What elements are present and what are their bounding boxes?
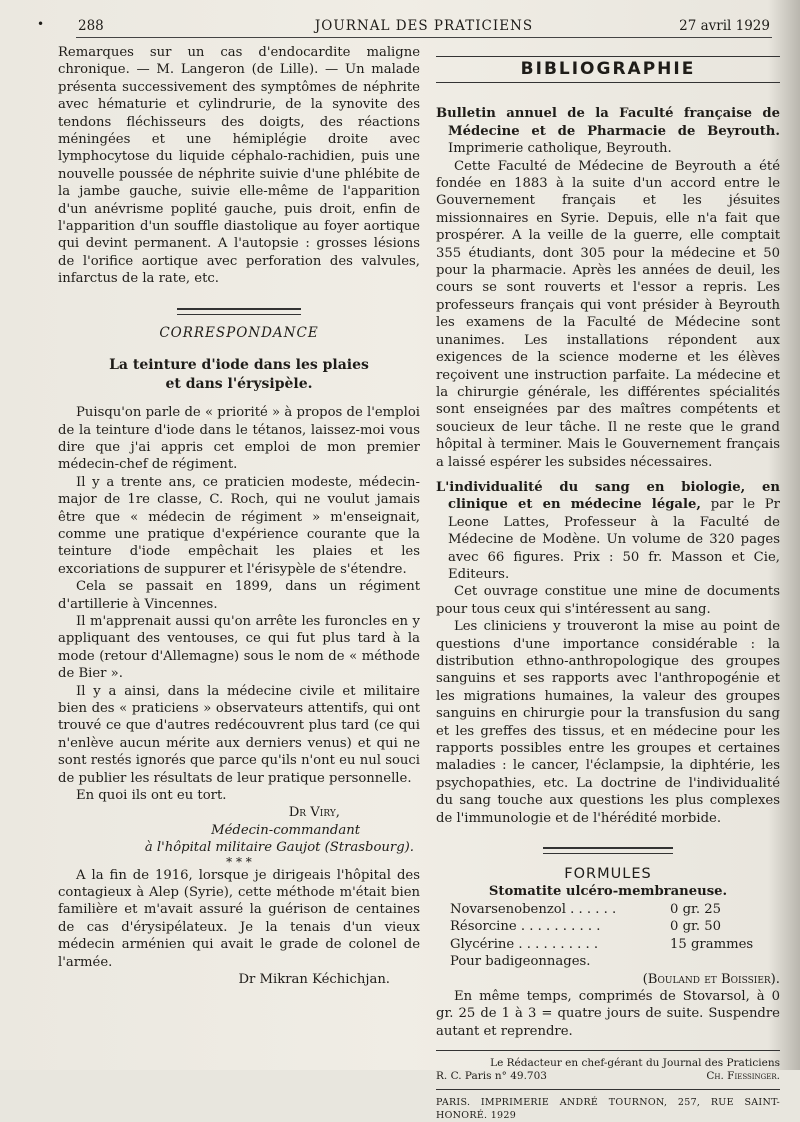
bibliography-entry-2 bbox=[436, 479, 780, 583]
entry-1-title: Bulletin annuel de la Faculté française de Médecine et de Pharmacie de Beyrouth. bbox=[436, 106, 780, 139]
prescription-line bbox=[436, 936, 780, 953]
second-letter: A la fin de 1916, lorsque je dirigeais l'hôpital des contagieux à Alep (Syrie), cette méthode m'était bien familière et m'avait assuré la guérison de centaines de cas d'érysipélateux. Je la tenais d'un vieux médecin arménien qui avait le grade de colonel de l'armée. bbox=[58, 867, 420, 970]
bibliographie-heading: BIBLIOGRAPHIE bbox=[436, 56, 780, 83]
letter-paragraph: En quoi ils ont eu tort. bbox=[76, 788, 227, 804]
drug-name: Glycérine . . . . . . . . . . bbox=[450, 936, 599, 952]
margin-dot: • bbox=[37, 17, 45, 31]
imprint bbox=[436, 1057, 780, 1122]
drug-dose: 0 gr. 25 bbox=[670, 901, 722, 917]
footer-rule bbox=[436, 1050, 780, 1051]
editor-line: Le Rédacteur en chef-gérant du Journal des Praticiens bbox=[490, 1057, 780, 1070]
editor-row bbox=[436, 1070, 780, 1083]
left-column bbox=[58, 44, 420, 989]
prescription-line bbox=[436, 901, 780, 918]
letter-paragraph: Il m'apprenait aussi qu'on arrête les furoncles en y appliquant des ventouses, ce qui fut plus tard à la mode (retour d'Allemagne) sous le nom de « méthode de Bier ». bbox=[58, 613, 420, 682]
section-rule bbox=[177, 308, 301, 315]
entry-2-publisher: par le Pr Leone Lattes, Professeur à la Faculté de Médecine de Modène. Un volume de 320 pages avec 66 figures. Prix : 50 fr. Masson et Cie, Editeurs. bbox=[448, 497, 780, 582]
entry-2-title: L'individualité du sang en biologie, en clinique et en médecine légale, bbox=[436, 479, 780, 513]
header-rule bbox=[76, 37, 772, 38]
article-title-line-1: La teinture d'iode dans les plaies bbox=[109, 357, 369, 374]
drug-dose: 15 grammes bbox=[670, 936, 754, 952]
article-title-line-2: et dans l'érysipèle. bbox=[165, 376, 313, 393]
entry-1-review: Cette Faculté de Médecine de Beyrouth a été fondée en 1883 à la suite d'un accord entre le Gouvernement français et les jésuites missionnaires en Syrie. Depuis, elle n'a fait que prospérer. A la veille de la guerre, elle comptait 355 étudiants, dont 305 pour la médecine et 50 pour la pharmacie. Après les années de deuil, les cours se sont rouverts et l'essor a repris. Les professeurs français qui vont présider à Beyrouth les examens de la Faculté de Médecine sont unanimes. Les installations répondent aux exigences de la science moderne et les élèves reçoivent une instruction parfaite. La médecine et la chirurgie générale, les différentes spécialités sont enseignées par des maîtres compétents et soucieux de leur tâche. Il ne reste que le grand hôpital à terminer. Mais le Gouvernement français a laissé espérer les subsides nécessaires. bbox=[436, 158, 780, 470]
separator-stars: * * * bbox=[226, 854, 252, 869]
formules-heading: FORMULES bbox=[564, 866, 652, 883]
endocarditis-note: Remarques sur un cas d'endocardite maligne chronique. — M. Langeron (de Lille). — Un malade présenta successivement des symptômes de néphrite avec hématurie et cylindrurie, de la synovite des tendons fléchisseurs des doigts, des réactions méningées et une hémiplégie droite avec lymphocytose du liquide céphalo-rachidien, puis une nouvelle poussée de néphrite suivie d'une phlébite de la jambe gauche, suivie elle-même de l'apparition d'un anévrisme poplité gauche, puis droit, enfin de l'apparition d'un souffle diastolique au foyer aortique qui devint permanent. A l'autopsie : grosses lésions de l'orifice aortique avec perforation des valvules, infarctus de la rate, etc. bbox=[58, 45, 420, 287]
signature-viry: Dr Viry, bbox=[288, 805, 340, 821]
running-header bbox=[78, 18, 770, 38]
entry-2-review: Cet ouvrage constitue une mine de documents pour tous ceux qui s'intéressent au sang. bbox=[436, 584, 780, 617]
prescription-line bbox=[436, 918, 780, 935]
letter-paragraph: Cela se passait en 1899, dans un régiment d'artillerie à Vincennes. bbox=[58, 579, 420, 612]
prescription-authors: (Bouland et Boissier). bbox=[642, 971, 780, 987]
editor-name: Ch. Fiessinger. bbox=[706, 1070, 780, 1083]
entry-1-publisher: Imprimerie catholique, Beyrouth. bbox=[448, 141, 672, 157]
entry-2-review: Les cliniciens y trouveront la mise au point de questions d'une importance considérable : la distribution ethno-anthropologique des groupes sanguins et ses rapports avec l'anthropogénie et les migrations humaines, la valeur des groupes sanguins en chirurgie pour la transfusion du sang et les greffes des tissus, et en médecine pour les rapports possibles entre les groupes et certaines maladies : le cancer, l'éclampsie, la diphtérie, les psychopathies, etc. La doctrine de l'individualité du sang touche aux questions les plus complexes de l'immunologie et de l'hérédité morbide. bbox=[436, 619, 780, 826]
prescription-usage: Pour badigeonnages. bbox=[450, 954, 591, 970]
journal-title: JOURNAL DES PRATICIENS bbox=[314, 18, 534, 34]
page-number: 288 bbox=[78, 18, 104, 34]
letter-paragraph: Il y a trente ans, ce praticien modeste, médecin-major de 1re classe, C. Roch, qui ne voulut jamais être que « médecin de régiment » m'enseignait, comme une pratique d'expérience courante que la teinture d'iode empêchait les plaies et les excoriations de suppurer et l'érisypèle de s'étendre. bbox=[58, 474, 420, 577]
issue-date: 27 avril 1929 bbox=[679, 18, 770, 34]
bibliography-entry-1 bbox=[436, 105, 780, 157]
signature-hospital: à l'hôpital militaire Gaujot (Strasbourg). bbox=[144, 840, 414, 856]
imprint-rule bbox=[436, 1089, 780, 1090]
registry-number: R. C. Paris n° 49.703 bbox=[436, 1070, 547, 1083]
printer-line: PARIS. IMPRIMERIE ANDRÉ TOURNON, 257, RUE SAINT-HONORÉ. 1929 bbox=[436, 1097, 780, 1122]
letter-paragraph: Il y a ainsi, dans la médecine civile et militaire bien des « praticiens » observateurs attentifs, qui ont trouvé ce que d'autres redécouvrent plus tard (ce qui n'enlève aucun mérite aux derniers venus) et qui ne sont restés ignorés que parce qu'ils n'ont eu nul souci de publier les résultats de leur pratique personnelle. bbox=[58, 683, 420, 786]
drug-name: Novarsenobenzol . . . . . . bbox=[450, 901, 617, 917]
formules-rule bbox=[543, 847, 673, 854]
correspondance-heading: CORRESPONDANCE bbox=[159, 324, 319, 341]
drug-name: Résorcine . . . . . . . . . . bbox=[450, 919, 601, 935]
drug-dose: 0 gr. 50 bbox=[670, 919, 722, 935]
letter-paragraph: Puisqu'on parle de « priorité » à propos de l'emploi de la teinture d'iode dans le tétanos, laissez-moi vous dire que j'ai appris cet emploi de mon premier médecin-chef de régiment. bbox=[58, 405, 420, 473]
signature-rank: Médecin-commandant bbox=[211, 822, 360, 838]
signature-kechichjan: Dr Mikran Kéchichjan. bbox=[238, 972, 390, 988]
formula-title: Stomatite ulcéro-membraneuse. bbox=[488, 884, 728, 900]
right-column bbox=[436, 44, 780, 1122]
prescription-text: En même temps, comprimés de Stovarsol, à 0 gr. 25 de 1 à 3 = quatre jours de suite. Suspendre autant et reprendre. bbox=[436, 988, 780, 1039]
